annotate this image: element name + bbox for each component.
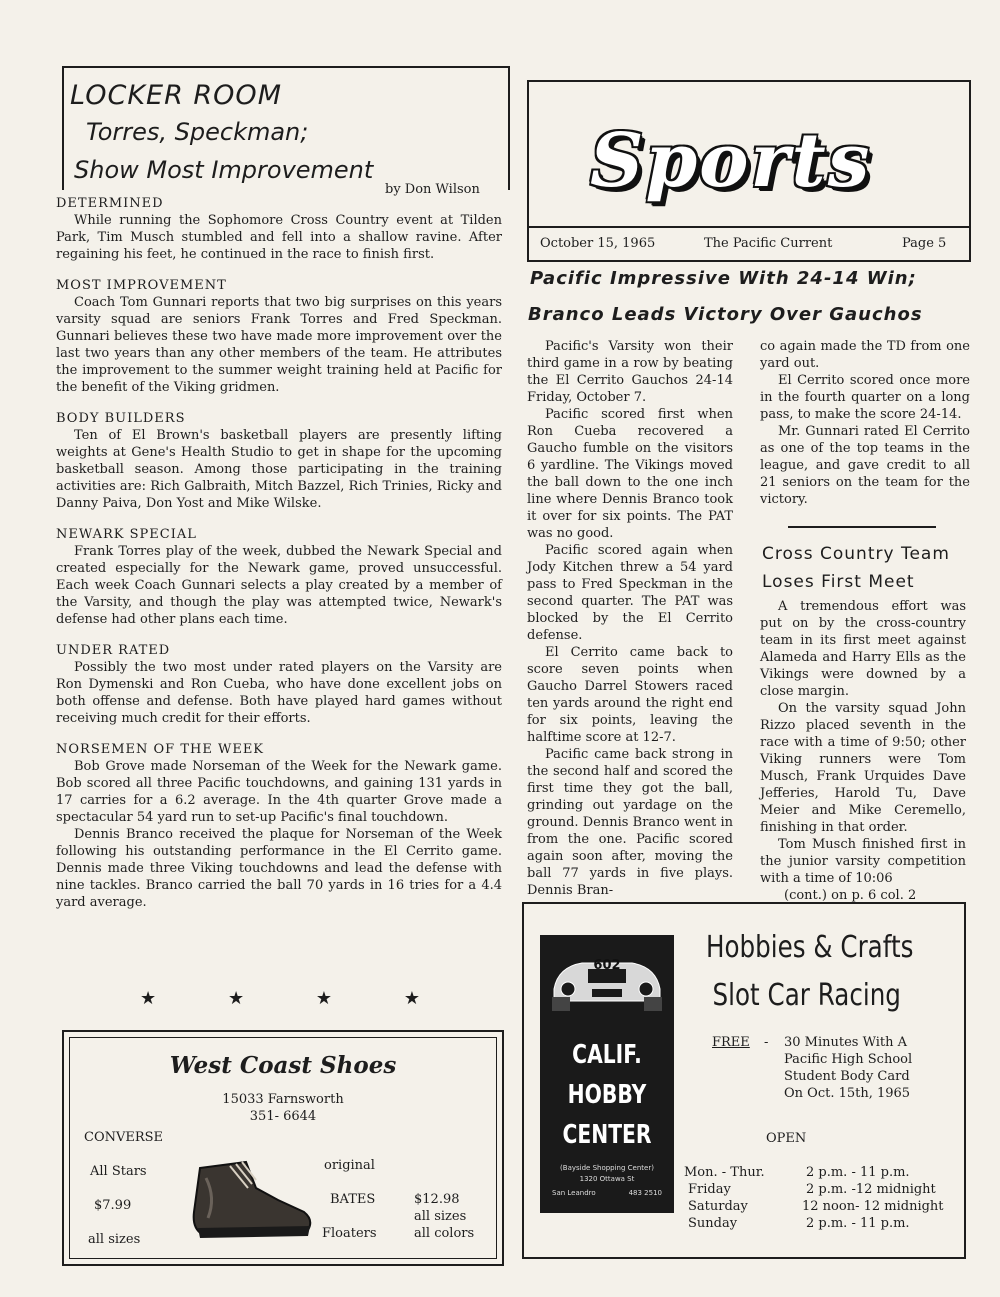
offer-line: Student Body Card (784, 1069, 910, 1084)
product-all-stars: All Stars (90, 1164, 147, 1179)
hours-time: 2 p.m. - 11 p.m. (806, 1216, 910, 1231)
section-text: Bob Grove made Norseman of the Week for the Newark game. Bob scored all three Pacific touchdowns, and gaining 131 yards in 17 carries for a 6.2 average. In the 4th quarter Grove made a spectacular 54 yard run to set-up Pacific's final touchdown. (56, 759, 502, 825)
locker-subtitle-2: Show Most Improvement (74, 156, 374, 184)
cross-country-headline (762, 540, 950, 596)
hours-days: Mon. - Thur. (684, 1165, 765, 1180)
section-text: Dennis Branco received the plaque for Norseman of the Week following his outstanding performance in the El Cerrito game. Dennis made three Viking touchdowns and lead the defense with nine tackles. Branco carried the ball 70 yards in 16 tries for a 4.4 yard average. (56, 827, 502, 910)
story-paragraph: co again made the TD from one yard out. (760, 339, 970, 371)
locker-subtitle-1: Torres, Speckman; (86, 118, 309, 146)
continued-note: (cont.) on p. 6 col. 2 (784, 888, 917, 903)
masthead-rule (529, 226, 969, 228)
bates-colors: all colors (414, 1226, 475, 1241)
calif-hobby-center-logo (540, 935, 674, 1213)
open-label: OPEN (766, 1131, 807, 1146)
shoe-illustration (186, 1148, 316, 1244)
section-heading: UNDER RATED (56, 643, 171, 658)
star-icon: ★ (140, 988, 157, 1009)
paper-name: The Pacific Current (704, 236, 833, 251)
logo-phone: 483 2510 (628, 1189, 662, 1197)
star-divider (140, 988, 420, 1009)
football-story-column-2 (760, 338, 970, 508)
car-number: 602 (593, 958, 621, 973)
logo-line-3: CENTER (562, 1120, 652, 1150)
football-story-column-1 (527, 338, 733, 899)
race-car-icon (548, 945, 666, 1015)
product-floaters: Floaters (322, 1226, 377, 1241)
section-heading: MOST IMPROVEMENT (56, 278, 227, 293)
star-icon: ★ (227, 988, 245, 1009)
story-paragraph: Pacific's Varsity won their third game in a row by beating the El Cerrito Gauchos 24-14 Friday, October 7. (527, 339, 733, 405)
cross-country-headline-2: Loses First Meet (762, 572, 915, 592)
logo-line-2: HOBBY (567, 1080, 647, 1110)
byline: by Don Wilson (385, 182, 480, 197)
converse-sizes: all sizes (88, 1232, 141, 1247)
price-bates: $12.98 (414, 1192, 460, 1207)
story-paragraph: Mr. Gunnari rated El Cerrito as one of the top teams in the league, and gave credit to all 21 seniors on the team for the victory. (760, 424, 970, 507)
section-text: Coach Tom Gunnari reports that two big surprises on this years varsity squad are seniors Frank Torres and Fred Speckman. Gunnari believes these two have made more improvement over the last two years than any other members of the team. He attributes the improvement to the summer weight training held at Pacific for the benefit of the Viking gridmen. (56, 295, 502, 395)
hobbies-title (706, 924, 913, 1020)
store-name: West Coast Shoes (169, 1052, 397, 1079)
hobbies-title-1: Hobbies & Crafts (706, 930, 914, 965)
hours-time: 2 p.m. -12 midnight (806, 1182, 936, 1197)
offer-line: 30 Minutes With A (784, 1035, 908, 1050)
story-paragraph: El Cerrito came back to score seven points when Gaucho Darrel Stowers raced ten yards around the right end for six points, leaving the halftime score at 12-7. (527, 645, 733, 745)
locker-room-column (56, 195, 502, 911)
hours-days: Sunday (688, 1216, 738, 1231)
story-paragraph: Pacific scored first when Ron Cueba recovered a Gaucho fumble on the visitors 6 yardline. The Vikings moved the ball down to the one inch line where Dennis Branco took it over for six points. The PAT was no good. (527, 407, 733, 541)
section-text: While running the Sophomore Cross Country event at Tilden Park, Tim Musch stumbled and fell into a shallow ravine. After regaining his feet, he continued in the race to finish first. (56, 213, 502, 262)
logo-address (540, 1163, 674, 1185)
story-paragraph: Tom Musch finished first in the junior varsity competition with a time of 10:06 (760, 837, 966, 886)
story-end-rule (788, 526, 936, 528)
cross-country-headline-1: Cross Country Team (762, 544, 950, 564)
cross-country-story (760, 598, 966, 904)
headline-line-2: Branco Leads Victory Over Gauchos (528, 304, 923, 325)
section-text: Frank Torres play of the week, dubbed the Newark Special and created especially for the Newark game, proved unsuccessful. Each week Coach Gunnari selects a play created by a member of the Varsity, and though the play was attempted twice, Newark's defense had other plans each time. (56, 544, 502, 627)
story-paragraph: Pacific came back strong in the second half and scored the first time they got the ball, grinding out yardage on the ground. Dennis Branco went in from the one. Pacific scored again soon after, moving the ball 77 yards in five plays. Dennis Bran- (527, 747, 733, 898)
store-address: 15033 Farnsworth (222, 1092, 344, 1107)
section-heading: DETERMINED (56, 196, 164, 211)
hours-days: Saturday (688, 1199, 748, 1214)
story-paragraph: On the varsity squad John Rizzo placed seventh in the race with a time of 9:50; other Viking runners were Tom Musch, Frank Urquides Dave Jefferies, Harold Tu, Dave Meier and Mike Ceremello, finishing in that order. (760, 701, 966, 835)
hours-time: 2 p.m. - 11 p.m. (806, 1165, 910, 1180)
star-icon: ★ (403, 988, 420, 1009)
label-original: original (324, 1158, 375, 1173)
brand-converse: CONVERSE (84, 1130, 164, 1145)
hours-days: Friday (688, 1182, 731, 1197)
store-phone: 351- 6644 (249, 1109, 317, 1124)
offer-line: On Oct. 15th, 1965 (784, 1086, 911, 1101)
hours-time: 12 noon- 12 midnight (802, 1199, 944, 1214)
section-text: Possibly the two most under rated players on the Varsity are Ron Dymenski and Ron Cueba, who have done excellent jobs on both offense and defense. Both have played hard games without receiving much credit for their efforts. (56, 660, 502, 726)
story-paragraph: El Cerrito scored once more in the fourth quarter on a long pass, to make the score 24-14. (760, 373, 970, 422)
logo-city: San Leandro (552, 1189, 596, 1197)
free-dash: - (764, 1035, 769, 1050)
issue-date: October 15, 1965 (540, 236, 656, 251)
logo-text (555, 1035, 660, 1155)
story-paragraph: Pacific scored again when Jody Kitchen threw a 54 yard pass to Fred Speckman in the second quarter. The PAT was blocked by the El Cerrito defense. (527, 543, 733, 643)
sports-logo: Sports (590, 118, 872, 204)
free-label: FREE (712, 1035, 750, 1050)
logo-line-1: CALIF. (572, 1040, 642, 1070)
section-heading: BODY BUILDERS (56, 411, 186, 426)
story-paragraph: A tremendous effort was put on by the cross-country team in its first meet against Alameda and Harry Ells as the Vikings were downed by a close margin. (760, 599, 966, 699)
section-heading: NORSEMEN OF THE WEEK (56, 742, 265, 757)
logo-small-1: (Bayside Shopping Center) (560, 1164, 654, 1172)
locker-room-title: LOCKER ROOM (70, 80, 282, 111)
hobbies-title-2: Slot Car Racing (712, 978, 901, 1013)
price-converse: $7.99 (94, 1198, 132, 1213)
brand-bates: BATES (330, 1192, 376, 1207)
logo-small-2: 1320 Ottawa St (579, 1175, 635, 1183)
headline-line-1: Pacific Impressive With 24-14 Win; (530, 268, 917, 289)
section-text: Ten of El Brown's basketball players are presently lifting weights at Gene's Health Studio to get in shape for the upcoming basketball season. Among those participating in the training activities are: Rich Galbraith, Mitch Bazzel, Rich Trinies, Ricky and Danny Paiva, Don Yost and Mike Wilske. (56, 428, 502, 511)
star-icon: ★ (315, 988, 333, 1009)
page-number: Page 5 (902, 236, 947, 251)
bates-sizes: all sizes (414, 1209, 467, 1224)
offer-line: Pacific High School (784, 1052, 913, 1067)
section-heading: NEWARK SPECIAL (56, 527, 197, 542)
